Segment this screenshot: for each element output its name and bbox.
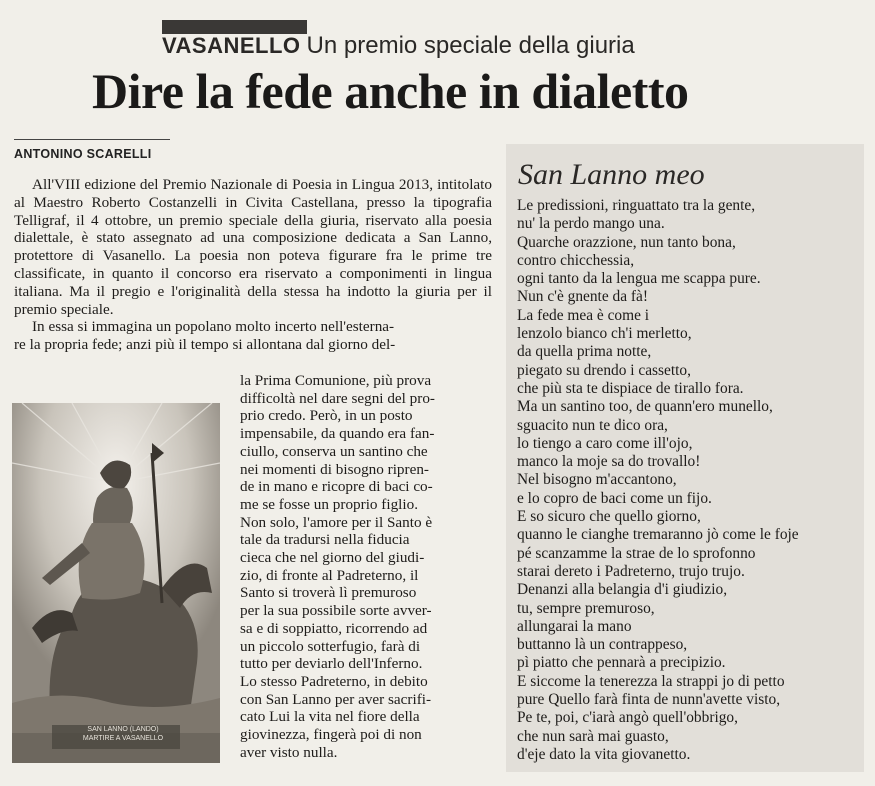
article-column-text xyxy=(240,372,492,761)
poem-line: Ma un santino too, de quann'ero munello, xyxy=(517,398,773,416)
byline-rule xyxy=(14,139,170,140)
article-paragraph-1: All'VIII edizione del Premio Nazionale di Poesia in Lingua 2013, intitolato al Maestro Roberto Costanzelli in Civita Castellana, presso la tipografia Telligraf, il 4 ottobre, un premio speciale della giuria, riservato alla poesia dialettale, è stato assegnato ad una composizione dedicata a San Lanno, protettore di Vasanello. La poesia non poteva figurare fra le prime tre classificate, in quanto il concorso era riservato a componimenti in lingua italiana. Ma il pregio e l'originalità della stessa ha indotto la giuria per il premio speciale. xyxy=(14,176,492,318)
column-line: nei momenti di bisogno ripren- xyxy=(240,460,429,478)
poem-line: manco la moje sa do trovallo! xyxy=(517,453,701,471)
poem-line: Nel bisogno m'accantono, xyxy=(517,471,677,489)
column-line: zio, di fronte al Padreterno, il xyxy=(240,566,419,584)
poem-line: e lo copro de baci come un fijo. xyxy=(517,489,712,507)
column-line: la Prima Comunione, più prova xyxy=(240,372,432,389)
poem-line: che più sta te dispiace de tirallo fora. xyxy=(517,379,744,397)
byline: ANTONINO SCARELLI xyxy=(14,147,152,161)
column-line: aver visto nulla. xyxy=(240,743,338,761)
poem-line: lenzolo bianco ch'i merletto, xyxy=(517,325,692,343)
poem-line: Nun c'è gnente da fà! xyxy=(517,288,648,306)
column-line: giovinezza, fingerà poi di non xyxy=(240,726,422,744)
poem-text xyxy=(517,197,857,764)
column-line: sa e di soppiatto, ricorrendo ad xyxy=(240,619,428,637)
image-caption-line: MARTIRE A VASANELLO xyxy=(82,735,164,742)
poem-line: Pe te, poi, c'iarà angò quell'obbrigo, xyxy=(517,709,738,727)
poem-line: E so sicuro che quello giorno, xyxy=(517,508,701,526)
column-line: tutto per deviarlo dell'Inferno. xyxy=(240,655,423,673)
column-line: prio credo. Però, in un posto xyxy=(240,407,413,425)
image-caption xyxy=(58,725,188,743)
kicker xyxy=(162,32,635,60)
poem-line: pì piatto che pennarà a precipizio. xyxy=(517,654,726,672)
poem-line: sguacito nun te dico ora, xyxy=(517,416,668,434)
column-line: tale da tradursi nella fiducia xyxy=(240,531,410,549)
poem-line: d'eje dato la vita giovanetto. xyxy=(517,745,691,763)
saint-illustration xyxy=(12,403,220,763)
column-line: per la sua possibile sorte avver- xyxy=(240,602,432,620)
poem-line: Le predissioni, ringuattato tra la gente, xyxy=(517,197,756,214)
column-line: ciullo, conserva un santino che xyxy=(240,442,428,460)
poem-line: Denanzi alla belangia d'i giudizio, xyxy=(517,581,728,599)
column-line: difficoltà nel dare segni del pro- xyxy=(240,389,435,407)
image-caption-line: SAN LANNO (LANDO) xyxy=(87,726,159,733)
article-paragraph-2-line: re la propria fede; anzi più il tempo si allontana dal giorno del- xyxy=(14,336,396,354)
poem-line: contro chicchessia, xyxy=(517,251,635,269)
column-line: me se fosse un proprio figlio. xyxy=(240,495,419,513)
column-line: cato Lui la vita nel fiore della xyxy=(240,708,420,726)
poem-line: che nun sarà mai guasto, xyxy=(517,727,669,745)
column-line: de in mano e ricopre di baci co- xyxy=(240,478,433,496)
poem-line: starai dereto i Padreterno, trujo trujo. xyxy=(517,562,745,580)
poem-line: nu' la perdo mango una. xyxy=(517,215,665,233)
poem-line: pé scanzamme la strae de lo sprofonno xyxy=(517,544,756,562)
article-body xyxy=(14,176,492,354)
poem-line: Quarche orazzione, nun tanto bona, xyxy=(517,233,736,251)
poem-line: La fede mea è come i xyxy=(517,306,650,324)
poem-line: da quella prima notte, xyxy=(517,343,652,361)
column-line: Non solo, l'amore per il Santo è xyxy=(240,513,433,531)
poem-line: piegato su drendo i cassetto, xyxy=(517,361,691,379)
kicker-place: VASANELLO xyxy=(162,33,301,58)
saint-image xyxy=(12,403,220,763)
poem-line: pure Quello farà finta de nunn'avette visto, xyxy=(517,691,781,709)
poem-line: lo tiengo a caro come ill'ojo, xyxy=(517,434,693,452)
column-line: con San Lanno per aver sacrifi- xyxy=(240,690,432,708)
poem-line: E siccome la tenerezza la strappi jo di petto xyxy=(517,672,785,690)
article-paragraph-2-line: In essa si immagina un popolano molto incerto nell'esterna- xyxy=(32,318,395,336)
poem-line: allungarai la mano xyxy=(517,617,632,635)
column-line: Lo stesso Padreterno, in debito xyxy=(240,672,428,690)
headline: Dire la fede anche in dialetto xyxy=(92,63,689,119)
poem-line: quanno le cianghe tremaranno jò come le foje xyxy=(517,526,799,544)
column-line: un piccolo sotterfugio, farà di xyxy=(240,637,421,655)
column-line: cieca che nel giorno del giudi- xyxy=(240,549,425,567)
column-line: Santo si troverà lì premuroso xyxy=(240,584,417,602)
poem-line: buttanno là un contrappeso, xyxy=(517,636,688,654)
poem-line: ogni tanto da la lengua me scappa pure. xyxy=(517,270,761,288)
kicker-subtitle: Un premio speciale della giuria xyxy=(306,32,635,59)
poem-title: San Lanno meo xyxy=(518,158,705,191)
column-line: impensabile, da quando era fan- xyxy=(240,425,435,443)
poem-line: tu, sempre premuroso, xyxy=(517,599,655,617)
